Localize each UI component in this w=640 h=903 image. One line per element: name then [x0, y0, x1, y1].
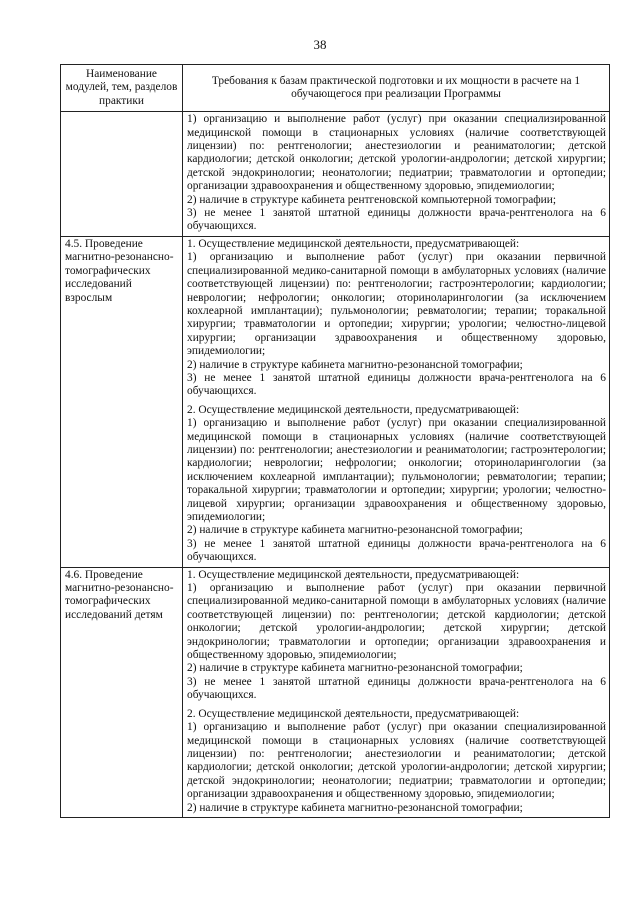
requirement-item: 1) организацию и выполнение работ (услуг) при оказании специализированной медицинской помощи в стационарных условиях (наличие соответствующей лицензии) по: рентгенологии; анестезиологии и реаниматологии; гастроэнтерологии; кардиологии; неврологии; нефрологии; онкологии; оториноларингологии (за исключением кохлеарной имплантации); пульмонологии; ревматологии; терапии; торакальной хирургии; травматологии и ортопедии; хирургии; урологии; челюстно-лицевой хирургии; организации здравоохранения и общественному здоровью, эпидемиологии;: [187, 417, 606, 523]
column-header-requirements: Требования к базам практической подготовки и их мощности в расчете на 1 обучающегося при реализации Программы: [183, 65, 610, 112]
requirement-item: 2) наличие в структуре кабинета магнитно-резонансной томографии;: [187, 358, 523, 371]
requirement-item: 2) наличие в структуре кабинета рентгеновской компьютерной томографии;: [187, 193, 556, 206]
requirement-item: 2) наличие в структуре кабинета магнитно-резонансной томографии;: [187, 662, 523, 675]
requirement-item: 1) организацию и выполнение работ (услуг) при оказании специализированной медицинской помощи в стационарных условиях (наличие соответствующей лицензии) по: рентгенологии; анестезиологии и реаниматологии; детской кардиологии; детской онкологии; детской урологии-андрологии; детской хирургии; детской эндокринологии; неонатологии; педиатрии; травматологии и ортопедии; организации здравоохранения и общественному здоровью, эпидемиологии;: [187, 721, 606, 801]
table-row: [61, 236, 610, 567]
requirement-block: [187, 708, 606, 815]
requirement-item: 1) организацию и выполнение работ (услуг) при оказании первичной специализированной медико-санитарной помощи в амбулаторных условиях (наличие соответствующей лицензии) по: рентгенологии; гастроэнтерологии; кардиологии; неврологии; нефрологии; онкологии; оториноларингологии (за исключением кохлеарной имплантации); пульмонологии; ревматологии; терапии; торакальной хирургии; травматологии и ортопедии; хирургии; урологии; челюстно-лицевой хирургии; организации здравоохранения и общественному здоровью, эпидемиологии;: [187, 251, 606, 358]
requirement-heading: 2. Осуществление медицинской деятельности, предусматривающей:: [187, 403, 520, 416]
page-number: 38: [313, 37, 327, 52]
module-cell: 4.6. Проведение магнитно-резонансно-томографических исследований детям: [61, 567, 183, 817]
requirement-heading: 2. Осуществление медицинской деятельности, предусматривающей:: [187, 707, 520, 720]
module-cell: 4.5. Проведение магнитно-резонансно-томографических исследований взрослым: [61, 236, 183, 567]
requirement-item: 2) наличие в структуре кабинета магнитно-резонансной томографии;: [187, 801, 523, 814]
requirement-item: 3) не менее 1 занятой штатной единицы должности врача-рентгенолога на 6 обучающихся.: [187, 675, 606, 702]
column-header-modules: Наименование модулей, тем, разделов практики: [61, 65, 183, 112]
requirement-heading: 1. Осуществление медицинской деятельности, предусматривающей:: [187, 237, 520, 250]
requirement-item: 2) наличие в структуре кабинета магнитно-резонансной томографии;: [187, 524, 523, 537]
requirement-item: 1) организацию и выполнение работ (услуг) при оказании специализированной медицинской помощи в стационарных условиях (наличие соответствующей лицензии) по: рентгенологии; анестезиологии и реаниматологии; детской кардиологии; детской онкологии; детской урологии-андрологии; детской хирургии; детской эндокринологии; неонатологии; педиатрии; травматологии и ортопедии; организации здравоохранения и общественному здоровью, эпидемиологии;: [187, 113, 606, 193]
requirement-item: 3) не менее 1 занятой штатной единицы должности врача-рентгенолога на 6 обучающихся.: [187, 537, 606, 564]
requirements-cell: [183, 567, 610, 817]
requirements-cell: [183, 236, 610, 567]
requirement-block: [187, 238, 606, 399]
module-cell: [61, 112, 183, 237]
requirements-table: [60, 64, 610, 818]
requirement-block: [187, 404, 606, 565]
requirement-heading: 1. Осуществление медицинской деятельности, предусматривающей:: [187, 568, 520, 581]
requirement-item: 3) не менее 1 занятой штатной единицы должности врача-рентгенолога на 6 обучающихся.: [187, 371, 606, 398]
requirement-block: [187, 569, 606, 703]
table-row: [61, 112, 610, 237]
requirements-cell: [183, 112, 610, 237]
requirement-item: 1) организацию и выполнение работ (услуг) при оказании первичной специализированной медико-санитарной помощи в амбулаторных условиях (наличие соответствующей лицензии) по: рентгенологии; детской кардиологии; детской онкологии; детской урологии-андрологии; детской хирургии; детской эндокринологии; травматологии и ортопедии; организации здравоохранения и общественному здоровью, эпидемиологии;: [187, 582, 606, 662]
table-header-row: [61, 65, 610, 112]
table-row: [61, 567, 610, 817]
requirement-item: 3) не менее 1 занятой штатной единицы должности врача-рентгенолога на 6 обучающихся.: [187, 207, 606, 233]
